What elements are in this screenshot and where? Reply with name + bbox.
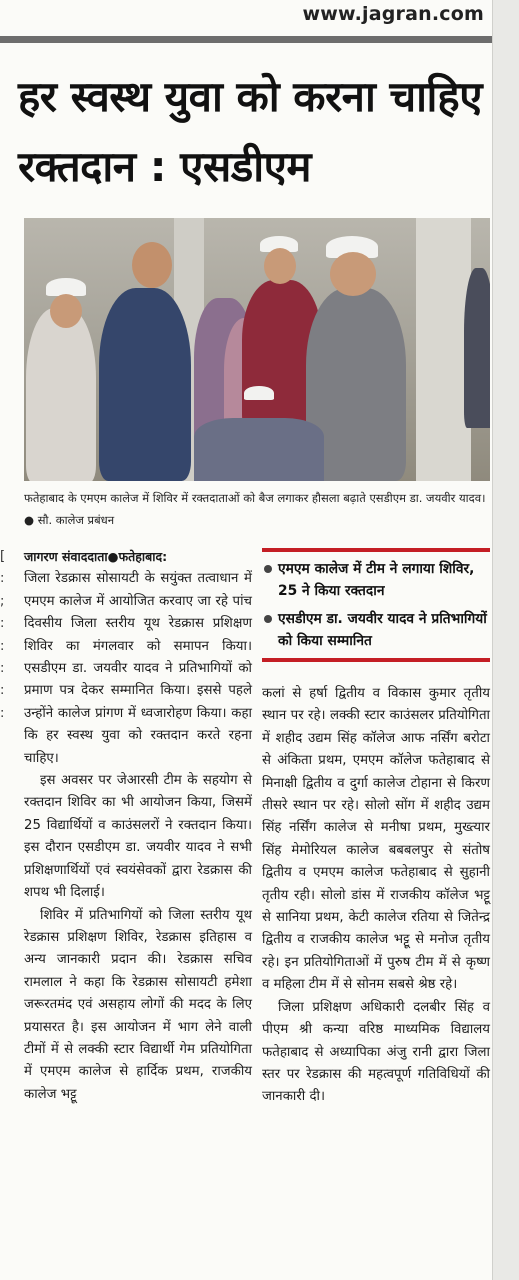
photo-head-red-shirt bbox=[264, 248, 296, 284]
article-paragraph: इस अवसर पर जेआरसी टीम के सहयोग से रक्तदान शिविर का भी आयोजन किया, जिसमें 25 विद्यार्थियों व काउंसलरों ने रक्तदान किया। इस दौरान एसडीएम डा. जयवीर यादव ने सभी प्रशिक्षणार्थियों एवं स्वयंसेवकों द्वारा रेडक्रास की शपथ भी दिलाई। bbox=[24, 773, 252, 901]
photo-cap-donor bbox=[244, 386, 274, 400]
bullet-icon bbox=[264, 615, 272, 623]
article-paragraph: जिला प्रशिक्षण अधिकारी दलबीर सिंह व पीएम श्री कन्या वरिष्ठ माध्यमिक विद्यालय फतेहाबाद से अध्यापिका अंजु रानी द्वारा जिला स्तर पर रेडक्रास की महत्वपूर्ण गतिविधियों की जानकारी दी। bbox=[262, 999, 490, 1105]
photo-person-donor bbox=[194, 418, 324, 481]
highlights-box bbox=[262, 548, 490, 662]
highlight-item bbox=[262, 558, 490, 602]
article-paragraph: कलां से हर्षा द्वितीय व विकास कुमार तृतीय स्थान पर रहे। लक्की स्टार काउंसलर प्रतियोगिता में शहीद उद्यम सिंह कॉलेज आफ नर्सिंग बरोटा से अंकिता प्रथम, एमएम कॉलेज फतेहाबाद से मिनाक्षी द्वितीय व दुर्गा कालेज टोहाना से किरण तीसरे स्थान पर रहे। सोलो सोंग में शहीद उद्यम सिंह नर्सिंग कालेज से मनीषा प्रथम, मुख्त्यार सिंह मेमोरियल कालेज बबबलपुर से संतोष द्वितीय व एमएम कालेज फतेहाबाद से सुहानी तृतीय रही। सोलो डांस में राजकीय कॉलेज भट्टू से सानिया प्रथम, केटी कालेज रतिया से जितेन्द्र द्वितीय व राजकीय कालेज भट्टू से मनोज तृतीय रहे। इन प्रतियोगिताओं में पुरुष टीम में से कृष्ण व महिला टीम में से सोनम सबसे श्रेष्ठ रहे। bbox=[262, 686, 490, 993]
highlight-item bbox=[262, 608, 490, 652]
cropped-neighbor-column: [ : ; : : : : : bbox=[0, 549, 6, 721]
news-photo bbox=[24, 218, 490, 481]
photo-head-apron bbox=[330, 252, 376, 296]
article-column-left bbox=[24, 546, 252, 1106]
bullet-icon bbox=[264, 565, 272, 573]
article-paragraph: जिला रेडक्रास सोसायटी के सयुंक्त तत्वाधान में एमएम कालेज में आयोजित करवाए जा रहे पांच दिवसीय जिला स्तरीय यूथ रेडक्रास प्रशिक्षण शिविर का मंगलवार को समापन किया। एसडीएम डा. जयवीर यादव ने प्रतिभागियों को प्रमाण पत्र देकर सम्मानित किया। इससे पहले उन्होंने कालेज प्रांगण में ध्वजारोहण किया। कहा कि हर स्वस्थ युवा को रक्तदान करते रहना चाहिए। bbox=[24, 571, 252, 766]
photo-person-woman bbox=[26, 308, 96, 481]
photo-pillar-right bbox=[416, 218, 471, 481]
dateline: जागरण संवाददाता●फतेहाबाद: bbox=[24, 549, 168, 564]
highlight-text: एसडीएम डा. जयवीर यादव ने प्रतिभागियों को किया सम्मानित bbox=[278, 611, 487, 649]
photo-person-official bbox=[99, 288, 191, 481]
highlights-bottom-rule bbox=[262, 658, 490, 662]
article-column-right bbox=[262, 683, 490, 1109]
photo-caption: फतेहाबाद के एमएम कालेज में शिविर में रक्तदाताओं को बैज लगाकर हौसला बढ़ाते एसडीएम डा. जयवीर यादव। ● सौ. कालेज प्रबंधन bbox=[24, 491, 486, 527]
site-url: www.jagran.com bbox=[302, 3, 484, 25]
highlights-top-rule bbox=[262, 548, 490, 552]
top-rule bbox=[0, 36, 492, 43]
photo-head bbox=[50, 294, 82, 328]
page-edge-strip bbox=[492, 0, 519, 1280]
photo-head-official bbox=[132, 242, 172, 288]
highlight-text: एमएम कालेज में टीम ने लगाया शिविर, 25 ने किया रक्तदान bbox=[278, 561, 475, 599]
photo-person-right bbox=[464, 268, 490, 428]
article-paragraph: शिविर में प्रतिभागियों को जिला स्तरीय यूथ रेडक्रास प्रशिक्षण शिविर, रेडक्रास इतिहास व अन्य जानकारी प्रदान की। रेडक्रास सचिव रामलाल ने कहा कि रेडक्रास सोसायटी हमेशा जरूरतमंद एवं असहाय लोगों की मदद के लिए प्रयासरत है। इस आयोजन में भाग लेने वाली टीमों में से लक्की स्टार विद्यार्थी गेम प्रतियोगिता में एमएम कालेज से हार्दिक प्रथम, राजकीय कालेज भट्टू bbox=[24, 907, 252, 1102]
headline: हर स्वस्थ युवा को करना चाहिए रक्तदान : एसडीएम bbox=[18, 72, 482, 191]
